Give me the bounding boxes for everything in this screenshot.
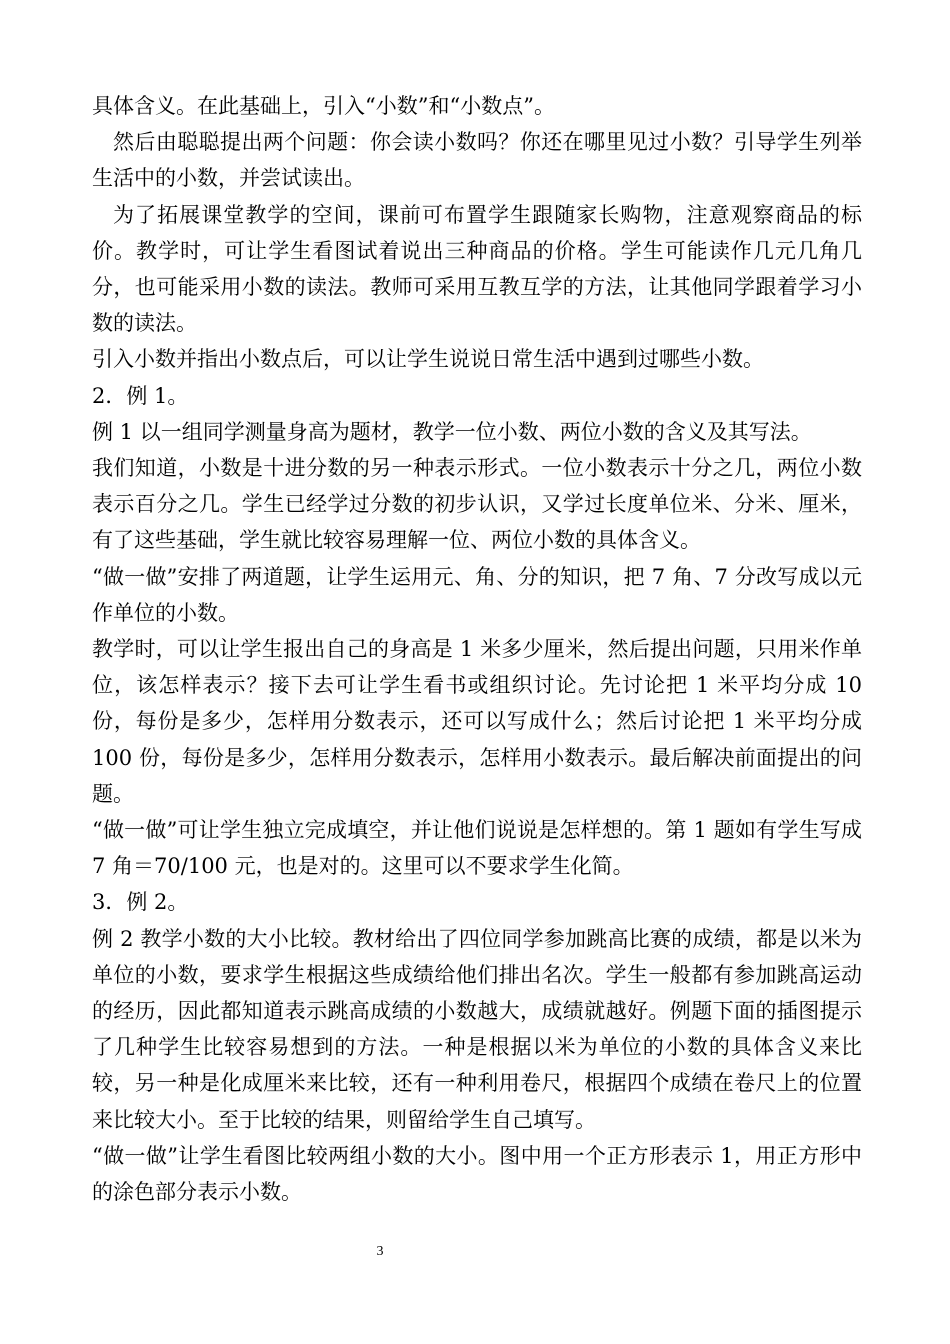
section-heading: 2．例 1。 <box>92 383 189 408</box>
paragraph: “做一做”安排了两道题，让学生运用元、角、分的知识，把 7 角、7 分改写成以元作单位的小数。 <box>92 564 862 625</box>
paragraph: 引入小数并指出小数点后，可以让学生说说日常生活中遇到过哪些小数。 <box>92 347 764 372</box>
paragraph: 教学时，可以让学生报出自己的身高是 1 米多少厘米，然后提出问题，只用米作单位，该怎样表示？接下去可让学生看书或组织讨论。先讨论把 1 米平均分成 10 份，每份是多少，怎样用分数表示，还可以写成什么；然后讨论把 1 米平均分成 100 份，每份是多少，怎样用分数表示，怎样用小数表示。最后解决前面提出的问题。 <box>92 637 862 806</box>
section-heading: 3．例 2。 <box>92 890 189 915</box>
paragraph: 例 1 以一组同学测量身高为题材，教学一位小数、两位小数的含义及其写法。 <box>92 419 812 444</box>
paragraph: 例 2 教学小数的大小比较。教材给出了四位同学参加跳高比赛的成绩，都是以米为单位的小数，要求学生根据这些成绩给他们排出名次。学生一般都有参加跳高运动的经历，因此都知道表示跳高成绩的小数越大，成绩就越好。例题下面的插图提示了几种学生比较容易想到的方法。一种是根据以米为单位的小数的具体含义来比较，另一种是化成厘米来比较，还有一种利用卷尺，根据四个成绩在卷尺上的位置来比较大小。至于比较的结果，则留给学生自己填写。 <box>92 926 862 1132</box>
paragraph: 为了拓展课堂教学的空间，课前可布置学生跟随家长购物，注意观察商品的标价。教学时，可让学生看图试着说出三种商品的价格。学生可能读作几元几角几分，也可能采用小数的读法。教师可采用互教互学的方法，让其他同学跟着学习小数的读法。 <box>92 202 862 336</box>
paragraph: “做一做”让学生看图比较两组小数的大小。图中用一个正方形表示 1，用正方形中的涂色部分表示小数。 <box>92 1143 862 1205</box>
page-number: 3 <box>376 1244 384 1259</box>
paragraph: 具体含义。在此基础上，引入“小数”和“小数点”。 <box>92 94 555 118</box>
paragraph: 我们知道，小数是十进分数的另一种表示形式。一位小数表示十分之几，两位小数表示百分之几。学生已经学过分数的初步认识，又学过长度单位米、分米、厘米，有了这些基础，学生就比较容易理解一位、两位小数的具体含义。 <box>92 456 862 553</box>
paragraph: “做一做”可让学生独立完成填空，并让他们说说是怎样想的。第 1 题如有学生写成 7 角＝70/100 元，也是对的。这里可以不要求学生化简。 <box>92 818 862 879</box>
paragraph: 然后由聪聪提出两个问题：你会读小数吗？你还在哪里见过小数？引导学生列举生活中的小数，并尝试读出。 <box>92 130 862 191</box>
document-body <box>92 88 862 1210</box>
